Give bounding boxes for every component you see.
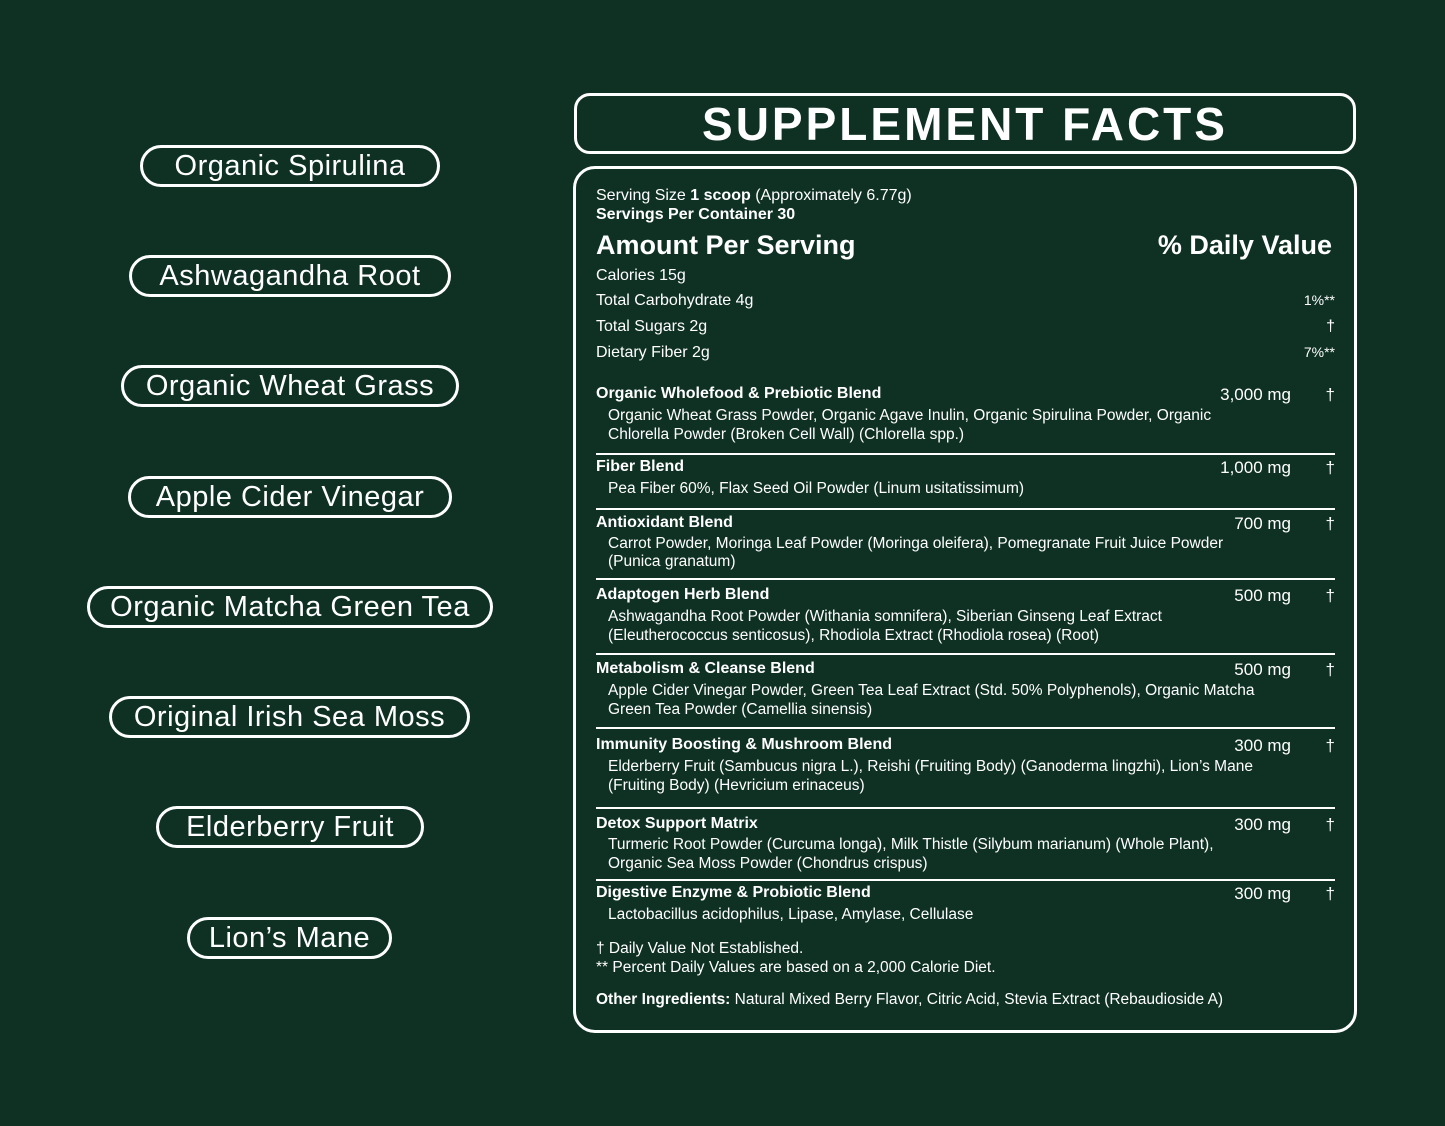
ingredient-label: Organic Spirulina xyxy=(174,149,406,182)
blend-name: Metabolism & Cleanse Blend xyxy=(596,660,815,677)
blend-ingredients-line: Turmeric Root Powder (Curcuma longa), Milk Thistle (Silybum marianum) (Whole Plant), xyxy=(608,836,1214,853)
blend-ingredients-line: Organic Wheat Grass Powder, Organic Agave Inulin, Organic Spirulina Powder, Organic xyxy=(608,407,1212,424)
footnote-dagger: † Daily Value Not Established. xyxy=(596,940,804,957)
nutrient-dv: 7%** xyxy=(1303,344,1335,360)
ingredient-label: Organic Matcha Green Tea xyxy=(110,590,470,623)
footnote-daily-values: ** Percent Daily Values are based on a 2,000 Calorie Diet. xyxy=(596,959,996,976)
ingredient-pill xyxy=(129,255,451,297)
blend-amount: 700 mg xyxy=(1234,514,1291,533)
blend-name: Fiber Blend xyxy=(596,458,685,475)
divider xyxy=(596,578,1335,580)
blend-name: Immunity Boosting & Mushroom Blend xyxy=(596,736,892,753)
blend-amount: 300 mg xyxy=(1234,884,1291,903)
serving-size-value: 1 scoop xyxy=(690,187,751,204)
divider xyxy=(596,453,1335,455)
nutrient-name: Total Sugars 2g xyxy=(596,318,708,335)
ingredient-pill xyxy=(109,696,470,738)
blend-ingredients-line: Apple Cider Vinegar Powder, Green Tea Leaf Extract (Std. 50% Polyphenols), Organic Matcha xyxy=(608,682,1255,699)
servings-per-container: Servings Per Container 30 xyxy=(596,206,796,223)
other-ingredients-value: Natural Mixed Berry Flavor, Citric Acid, Stevia Extract (Rebaudioside A) xyxy=(730,991,1224,1008)
ingredient-label: Original Irish Sea Moss xyxy=(133,700,446,733)
ingredient-label: Ashwagandha Root xyxy=(159,259,421,292)
blend-amount: 500 mg xyxy=(1234,586,1291,605)
blend-name: Detox Support Matrix xyxy=(596,815,758,832)
ingredient-pill xyxy=(156,806,424,848)
blend-amount: 3,000 mg xyxy=(1220,385,1291,404)
other-ingredients xyxy=(596,991,1223,1009)
blend-ingredients-line: (Punica granatum) xyxy=(608,553,736,570)
blend-amount: 1,000 mg xyxy=(1220,458,1291,477)
ingredient-pill xyxy=(87,586,493,628)
facts-title xyxy=(574,93,1356,154)
nutrient-name: Dietary Fiber 2g xyxy=(596,344,710,361)
ingredient-label: Lion’s Mane xyxy=(208,921,371,954)
ingredient-label: Elderberry Fruit xyxy=(186,810,394,843)
nutrient-dv: † xyxy=(1326,318,1335,335)
ingredient-pill xyxy=(128,476,452,518)
blend-dv: † xyxy=(1325,586,1335,605)
blend-ingredients-line: Organic Sea Moss Powder (Chondrus crispus) xyxy=(608,855,928,872)
nutrient-name: Total Carbohydrate 4g xyxy=(596,292,754,309)
blend-name: Digestive Enzyme & Probiotic Blend xyxy=(596,884,871,901)
blend-amount: 300 mg xyxy=(1234,815,1291,834)
serving-size xyxy=(596,187,912,205)
blend-dv: † xyxy=(1325,815,1335,834)
amount-per-serving-header: Amount Per Serving xyxy=(596,230,856,260)
blend-ingredients-line: (Fruiting Body) (Hevricium erinaceus) xyxy=(608,777,865,794)
divider xyxy=(596,807,1335,809)
blend-dv: † xyxy=(1325,736,1335,755)
blend-ingredients-line: Carrot Powder, Moringa Leaf Powder (Moringa oleifera), Pomegranate Fruit Juice Powder xyxy=(608,535,1224,552)
blend-dv: † xyxy=(1325,458,1335,477)
blend-amount: 500 mg xyxy=(1234,660,1291,679)
ingredient-pill xyxy=(140,145,440,187)
nutrient-dv: 1%** xyxy=(1303,292,1335,308)
blend-ingredients-line: Chlorella Powder (Broken Cell Wall) (Chlorella spp.) xyxy=(608,426,965,443)
daily-value-header: % Daily Value xyxy=(1157,230,1332,260)
blend-ingredients-line: Elderberry Fruit (Sambucus nigra L.), Reishi (Fruiting Body) (Ganoderma lingzhi), Lion’s Mane xyxy=(608,758,1253,775)
blend-dv: † xyxy=(1325,660,1335,679)
divider xyxy=(596,653,1335,655)
other-ingredients-label: Other Ingredients: xyxy=(596,991,731,1008)
facts-title-text: SUPPLEMENT FACTS xyxy=(702,97,1228,150)
calories: Calories 15g xyxy=(596,267,686,284)
blend-name: Adaptogen Herb Blend xyxy=(596,586,770,603)
blend-dv: † xyxy=(1325,514,1335,533)
blend-name: Antioxidant Blend xyxy=(596,514,733,531)
serving-size-note: (Approximately 6.77g) xyxy=(755,187,912,204)
divider xyxy=(596,727,1335,729)
blend-name: Organic Wholefood & Prebiotic Blend xyxy=(596,385,882,402)
blend-ingredients-line: Lactobacillus acidophilus, Lipase, Amylase, Cellulase xyxy=(608,906,974,923)
ingredient-pill xyxy=(187,917,392,959)
ingredient-label: Organic Wheat Grass xyxy=(145,369,435,402)
blend-dv: † xyxy=(1325,884,1335,903)
ingredient-pill xyxy=(121,365,459,407)
serving-size-label: Serving Size xyxy=(596,187,686,204)
blend-amount: 300 mg xyxy=(1234,736,1291,755)
blend-ingredients-line: Green Tea Powder (Camellia sinensis) xyxy=(608,701,873,718)
blend-ingredients-line: Ashwagandha Root Powder (Withania somnifera), Siberian Ginseng Leaf Extract xyxy=(608,608,1162,625)
blend-dv: † xyxy=(1325,385,1335,404)
blend-ingredients-line: (Eleutherococcus senticosus), Rhodiola Extract (Rhodiola rosea) (Root) xyxy=(608,627,1100,644)
blend-ingredients-line: Pea Fiber 60%, Flax Seed Oil Powder (Linum usitatissimum) xyxy=(608,480,1025,497)
divider xyxy=(596,879,1335,881)
ingredient-label: Apple Cider Vinegar xyxy=(155,480,425,513)
divider xyxy=(596,508,1335,510)
